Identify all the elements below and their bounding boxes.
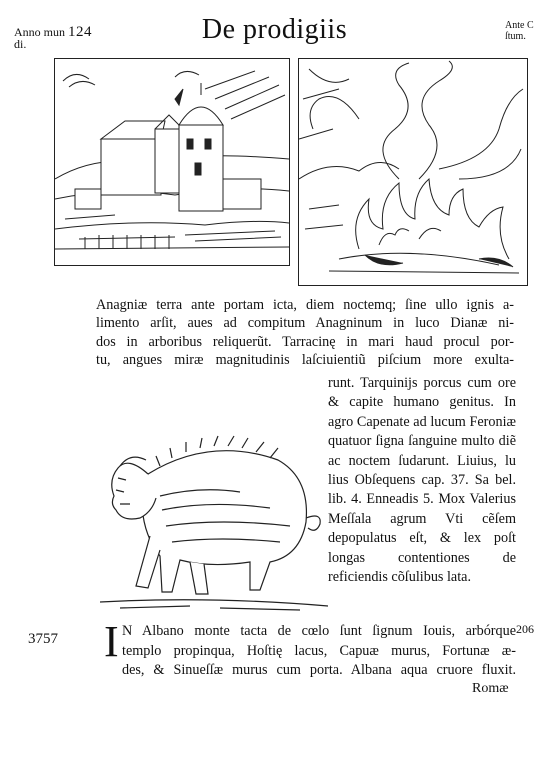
woodcut-man-faced-pig: [100, 426, 328, 612]
catchword: Romæ: [472, 681, 509, 696]
anno-mundi-label: Anno mun: [14, 25, 65, 39]
text-line: Anagniæ terra ante portam icta, diem noctemq; ſine ullo ignis a-: [96, 297, 514, 313]
woodcut-town-castle-svg: [55, 59, 289, 265]
ante-christum-line2: ſtum.: [505, 31, 526, 42]
text-line: N Albano monte tacta de cœlo ſunt ſignum Iouis, arbórque: [122, 623, 516, 639]
paragraph-tarquinii: runt. Tarquinijs porcus cum ore & capite humano genitus. In agro Capenate ad lucum Feroniæ quatuor ſigna ſanguine multo diẽ ac noctem ſudarunt. Liuius, lu lius Obſequens cap. 37. Sa bel. lib. 4. Enneadis 5. Mox Valerius Meſſala agrum Vti cẽſem depopulatus eſt, & lex poſt longas contentiones de reficiendis cõſulibus lata.: [328, 375, 516, 586]
woodcut-town-castle: [54, 58, 290, 266]
anno-mundi-sub: di.: [14, 37, 27, 51]
text-line: dos in arboribus reliquerũt. Tarracinę in mari haud procul por-: [96, 333, 514, 350]
ante-christum-line1: Ante C: [505, 20, 534, 31]
woodcut-fire-svg: [299, 59, 527, 285]
text-line: limento arſit, aues ad compitum Anagninum in luco Dianæ ni-: [96, 315, 514, 332]
margin-year: 3757: [28, 631, 58, 647]
paragraph-albano: [122, 622, 516, 681]
anno-mundi-year: 124: [68, 24, 92, 40]
text-line: templo propinqua, Hoſtię lacus, Capuæ murus, Fortunæ æ-: [122, 642, 516, 659]
paragraph-anagnia: [96, 296, 514, 370]
margin-number: 206: [516, 622, 534, 636]
text-line: tu, angues miræ magnitudinis laſciuientiũ piſcium more exulta-: [96, 352, 514, 369]
text-line: des, & Sinueſſæ murus cum porta. Albana aqua cruore fluxit.: [122, 662, 516, 679]
woodcut-fire: [298, 58, 528, 286]
woodcut-man-faced-pig-svg: [100, 426, 328, 612]
page-title: De prodigiis: [201, 14, 348, 45]
drop-initial: I: [104, 617, 119, 666]
header-right-label: [505, 20, 534, 42]
